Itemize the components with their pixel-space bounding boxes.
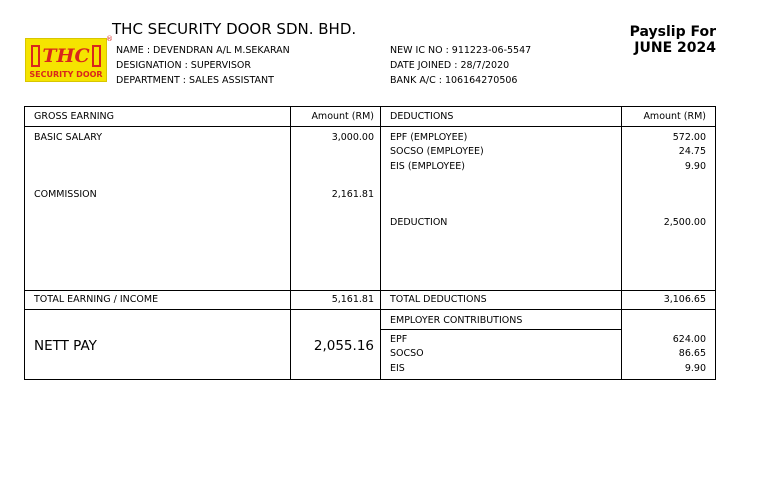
employer-contribution-label: EPF <box>390 334 408 345</box>
deduction-amount: 2,500.00 <box>663 217 706 228</box>
employee-department: DEPARTMENT : SALES ASSISTANT <box>116 75 274 86</box>
employer-contribution-label: EIS <box>390 363 405 374</box>
earnings-amount-header: Amount (RM) <box>311 111 374 122</box>
total-deductions-label: TOTAL DEDUCTIONS <box>390 294 487 305</box>
total-deductions-amount: 3,106.65 <box>663 294 706 305</box>
table-col-divider-2 <box>380 106 381 380</box>
table-totals-divider-bottom <box>24 309 716 310</box>
table-col-divider-3 <box>621 106 622 380</box>
deduction-label: EPF (EMPLOYEE) <box>390 132 468 143</box>
logo-registered-mark: ® <box>106 35 113 43</box>
gross-earning-header: GROSS EARNING <box>34 111 114 122</box>
employer-contributions-header: EMPLOYER CONTRIBUTIONS <box>390 315 523 326</box>
employee-designation: DESIGNATION : SUPERVISOR <box>116 60 252 71</box>
deduction-amount: 24.75 <box>678 146 706 157</box>
deductions-amount-header: Amount (RM) <box>643 111 706 122</box>
earning-amount: 2,161.81 <box>331 189 374 200</box>
nett-pay-label: NETT PAY <box>34 338 97 354</box>
employer-header-divider <box>380 329 621 330</box>
total-earning-amount: 5,161.81 <box>331 294 374 305</box>
earning-amount: 3,000.00 <box>331 132 374 143</box>
employee-name: NAME : DEVENDRAN A/L M.SEKARAN <box>116 45 290 56</box>
table-header-divider <box>24 126 716 127</box>
total-earning-label: TOTAL EARNING / INCOME <box>34 294 159 305</box>
employee-date-joined: DATE JOINED : 28/7/2020 <box>390 60 510 71</box>
deductions-header: DEDUCTIONS <box>390 111 454 122</box>
table-border-left <box>24 106 25 380</box>
deduction-amount: 572.00 <box>672 132 706 143</box>
table-border-top <box>24 106 716 107</box>
earning-label: BASIC SALARY <box>34 132 103 143</box>
employer-contribution-amount: 624.00 <box>672 334 706 345</box>
deduction-label: DEDUCTION <box>390 217 448 228</box>
table-border-right <box>715 106 716 380</box>
company-name: THC SECURITY DOOR SDN. BHD. <box>112 20 357 38</box>
employee-bank-account: BANK A/C : 106164270506 <box>390 75 518 86</box>
employee-ic-no: NEW IC NO : 911223-06-5547 <box>390 45 532 56</box>
deduction-label: SOCSO (EMPLOYEE) <box>390 146 484 157</box>
company-logo <box>25 35 113 82</box>
table-col-divider-1 <box>290 106 291 380</box>
deduction-label: EIS (EMPLOYEE) <box>390 161 465 172</box>
nett-pay-amount: 2,055.16 <box>313 338 374 354</box>
table-border-bottom <box>24 379 716 380</box>
payslip-period: JUNE 2024 <box>634 40 716 56</box>
employer-contribution-label: SOCSO <box>390 348 424 359</box>
earning-label: COMMISSION <box>34 189 97 200</box>
payslip-title-line1: Payslip For <box>629 24 716 40</box>
logo-brand: THC <box>42 45 90 67</box>
deduction-amount: 9.90 <box>684 161 706 172</box>
employer-contribution-amount: 86.65 <box>678 348 706 359</box>
employer-contribution-amount: 9.90 <box>684 363 706 374</box>
table-totals-divider-top <box>24 290 716 291</box>
payslip-title <box>630 24 716 56</box>
logo-tagline: SECURITY DOOR <box>29 70 103 79</box>
